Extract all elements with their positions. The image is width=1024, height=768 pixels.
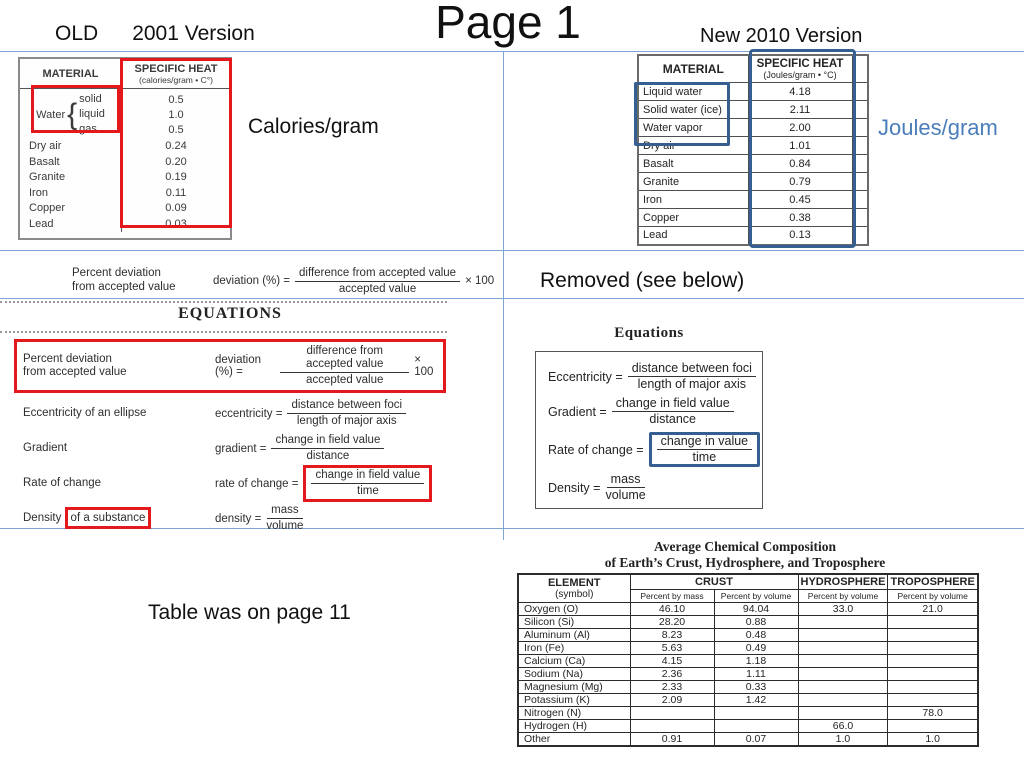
label-text: Density [23,511,65,524]
equation-row [548,362,762,391]
title-line: Average Chemical Composition [654,539,836,554]
element-cell: Magnesium (Mg) [518,681,630,694]
label-line: Percent deviation [23,352,112,365]
value-cell: 1.0 [798,733,888,747]
value-cell: 0.88 [714,616,798,629]
fraction-denominator: time [692,450,717,464]
fraction-numerator: change in field value [612,397,734,412]
fraction-denominator: accepted value [338,282,417,295]
blue-highlight-box-water-rows [634,82,730,146]
fraction-numerator: change in field value [311,469,424,484]
fraction-numerator: distance between foci [287,399,406,414]
value-cell [888,681,978,694]
equation-suffix: × 100 [465,275,495,287]
crust-column-header: CRUST [630,574,798,590]
material-cell: Basalt [638,155,748,173]
fraction-denominator: distance [649,412,696,426]
fraction [628,362,756,391]
equation-lhs: Eccentricity = [548,369,623,384]
column-subtitle: (symbol) [555,589,594,600]
value-cell: 28.20 [630,616,714,629]
value-cell: 1.42 [714,694,798,707]
element-cell: Sodium (Na) [518,668,630,681]
table-row [518,642,978,655]
table-row [518,603,978,616]
new-equations-list [548,362,762,502]
grid-line-vertical [503,51,504,540]
fraction-denominator: length of major axis [296,415,397,427]
percent-by-volume-header: Percent by volume [714,590,798,603]
percent-by-volume-header: Percent by volume [888,590,978,603]
equation-row [548,397,762,426]
equation-lhs: density = [215,512,262,525]
value-cell [888,720,978,733]
value-cell: 0.79 [748,173,852,191]
value-cell: 0.24 [165,140,187,152]
value-cell [888,694,978,707]
fraction-denominator: volume [605,488,646,502]
fraction-denominator: time [357,485,379,497]
value-cell: 0.03 [165,217,187,230]
equation-suffix: × 100 [414,354,434,378]
equations-panel-title: Equations [614,325,684,341]
value-cell: 1.11 [714,668,798,681]
value-cell: 5.63 [630,642,714,655]
value-cell: 2.11 [748,101,852,119]
water-value: 1.0 [168,109,184,121]
page-title: Page 1 [435,0,581,48]
equation-label: Eccentricity of an ellipse [23,406,147,419]
table-row [518,720,978,733]
material-column-header: MATERIAL [20,59,122,88]
equation-lhs: deviation (%) = [215,354,262,378]
old-label: OLD [55,22,99,45]
new-version-header: New 2010 Version [700,25,863,47]
page11-annotation: Table was on page 11 [148,601,351,624]
material-cell: Water vapor [638,119,748,137]
fraction-numerator: distance between foci [628,362,756,377]
equation-row [14,339,446,396]
value-cell: 4.15 [630,655,714,668]
material-cell: Copper [20,201,122,217]
red-highlight-box-heat-column [120,58,232,228]
material-cell: Dry air [20,139,122,155]
calories-annotation: Calories/gram [248,115,379,138]
value-cell: 4.18 [748,83,852,101]
value-cell [798,655,888,668]
old-equations-list [14,339,446,536]
value-cell: 0.13 [748,227,852,245]
fraction [295,267,460,296]
value-cell: 0.91 [630,733,714,747]
fraction-numerator: difference from accepted value [280,345,409,373]
fraction [612,397,734,426]
table-row [518,694,978,707]
equation-lhs: gradient = [215,442,267,455]
red-highlight-box-water-rows [31,85,120,133]
equation-label [23,353,215,380]
table-row [518,733,978,747]
equation-label: Gradient [23,441,68,454]
element-cell: Aluminum (Al) [518,629,630,642]
value-cell: 21.0 [888,603,978,616]
value-cell [798,681,888,694]
material-column-header: MATERIAL [638,55,748,83]
table-row [518,681,978,694]
table-row [518,616,978,629]
equations-section-title: EQUATIONS [178,305,282,322]
value-cell: 0.48 [714,629,798,642]
equation-lhs: deviation (%) = [213,275,291,287]
percent-by-volume-header: Percent by volume [798,590,888,603]
value-cell: 2.00 [748,119,852,137]
hydrosphere-column-header: HYDROSPHERE [798,574,888,590]
removed-annotation: Removed (see below) [540,269,745,292]
material-cell: Dry air [638,137,748,155]
value-cell [798,668,888,681]
value-cell: 8.23 [630,629,714,642]
table-row [518,629,978,642]
water-state: gas [79,123,97,135]
element-cell: Other [518,733,630,747]
value-cell: 0.33 [714,681,798,694]
equation-label: Rate of change [23,476,102,489]
fraction-numerator: change in field value [271,434,384,449]
percent-deviation-formula [213,264,494,298]
element-cell: Nitrogen (N) [518,707,630,720]
fraction [605,473,645,502]
value-cell: 0.19 [165,171,187,183]
water-label: Water [36,108,66,121]
brace-glyph: { [67,97,78,131]
value-cell: 66.0 [798,720,888,733]
material-cell: Basalt [20,155,122,171]
joules-annotation: Joules/gram [878,115,998,140]
element-cell: Silicon (Si) [518,616,630,629]
equation-row [14,431,446,466]
equation-row [548,432,762,467]
fraction-numerator: mass [607,473,645,488]
element-cell: Iron (Fe) [518,642,630,655]
fraction-denominator: accepted value [306,374,384,386]
fraction [649,432,761,467]
value-cell: 0.09 [165,202,187,214]
dotted-divider [0,331,447,333]
fraction-numerator: change in value [657,435,753,450]
value-cell: 78.0 [888,707,978,720]
value-cell: 0.11 [165,186,187,199]
equation-lhs: Gradient = [548,404,607,419]
value-cell [798,694,888,707]
title-line: of Earth’s Crust, Hydrosphere, and Troposphere [604,555,886,570]
value-cell: 1.01 [748,137,852,155]
value-cell [888,655,978,668]
value-cell: 0.07 [714,733,798,747]
value-cell [630,720,714,733]
fraction-denominator: distance [306,450,350,462]
grid-line-horizontal [0,298,1024,299]
material-cell: Granite [20,170,122,186]
value-cell [888,629,978,642]
fraction [280,345,409,387]
value-cell: 0.45 [748,191,852,209]
value-cell [798,707,888,720]
dotted-divider [0,301,447,303]
value-cell: 0.84 [748,155,852,173]
fraction-numerator: difference from accepted value [295,267,460,282]
table-row [518,668,978,681]
percent-deviation-label [72,266,176,294]
label-line: from accepted value [72,281,176,293]
column-units: (calories/gram • C°) [139,75,213,85]
element-cell: Oxygen (O) [518,603,630,616]
material-cell: Lead [638,227,748,245]
equation-lhs: Density = [548,480,601,495]
water-state: solid [79,93,102,105]
water-state: liquid [79,108,105,120]
equation-row [14,466,446,501]
material-cell: Iron [638,191,748,209]
equation-row [14,501,446,536]
value-cell: 0.49 [714,642,798,655]
element-cell: Potassium (K) [518,694,630,707]
old-version-header [55,22,255,46]
grid-line-horizontal [0,51,1024,52]
equation-formula [215,399,406,428]
equation-row [14,396,446,431]
blue-highlight-box-heat-column [749,49,856,248]
fraction [287,399,406,428]
value-cell [714,707,798,720]
value-cell: 2.36 [630,668,714,681]
water-value: 0.5 [168,124,184,136]
value-cell: 46.10 [630,603,714,616]
equation-lhs: rate of change = [215,477,299,490]
value-cell: 1.0 [888,733,978,747]
value-cell [714,720,798,733]
value-cell [798,642,888,655]
fraction-denominator: volume [266,520,304,532]
percent-by-mass-header: Percent by mass [630,590,714,603]
table-header-row [518,574,978,590]
equation-row [548,473,762,502]
equation-formula [215,434,384,463]
fraction [271,434,384,463]
column-title: SPECIFIC HEAT [134,63,218,75]
value-cell: 94.04 [714,603,798,616]
value-cell [630,707,714,720]
table-row [518,707,978,720]
equation-lhs: Rate of change = [548,442,644,457]
value-cell [798,629,888,642]
column-units: (Joules/gram • °C) [763,70,837,80]
chemical-composition-table [517,573,979,747]
table-row [518,655,978,668]
label-line: from accepted value [23,366,127,378]
value-cell [888,668,978,681]
value-cell [798,616,888,629]
material-cell: Iron [20,186,122,202]
material-cell: Granite [638,173,748,191]
red-highlight-box [14,339,446,393]
red-highlight-box: of a substance [65,507,152,529]
equation-formula [215,467,432,500]
equation-formula [215,504,303,533]
value-cell: 0.20 [165,155,187,168]
material-cell: Solid water (ice) [638,101,748,119]
troposphere-column-header: TROPOSPHERE [888,574,978,590]
old-version-label: 2001 Version [132,22,255,45]
value-cell [888,616,978,629]
element-cell: Hydrogen (H) [518,720,630,733]
element-cell: Calcium (Ca) [518,655,630,668]
value-cell: 0.38 [748,209,852,227]
fraction [266,504,303,533]
value-cell: 2.09 [630,694,714,707]
fraction [303,465,432,502]
label-line: Percent deviation [72,267,161,279]
column-title: ELEMENT [547,577,601,589]
material-cell: Liquid water [638,83,748,101]
composition-table-title [505,539,985,571]
material-cell: Lead [20,217,122,233]
equation-formula [215,345,437,387]
water-value: 0.5 [168,94,184,106]
element-column-header [518,574,630,603]
column-title: SPECIFIC HEAT [756,58,844,70]
new-equations-panel [535,351,763,509]
table-body [518,603,978,747]
value-cell: 1.18 [714,655,798,668]
value-cell: 33.0 [798,603,888,616]
grid-line-horizontal [0,250,1024,251]
value-cell: 2.33 [630,681,714,694]
equation-label [23,512,215,526]
value-cell [888,642,978,655]
fraction-numerator: mass [267,504,302,519]
equation-lhs: eccentricity = [215,407,283,420]
fraction-denominator: length of major axis [637,377,746,391]
material-cell: Copper [638,209,748,227]
